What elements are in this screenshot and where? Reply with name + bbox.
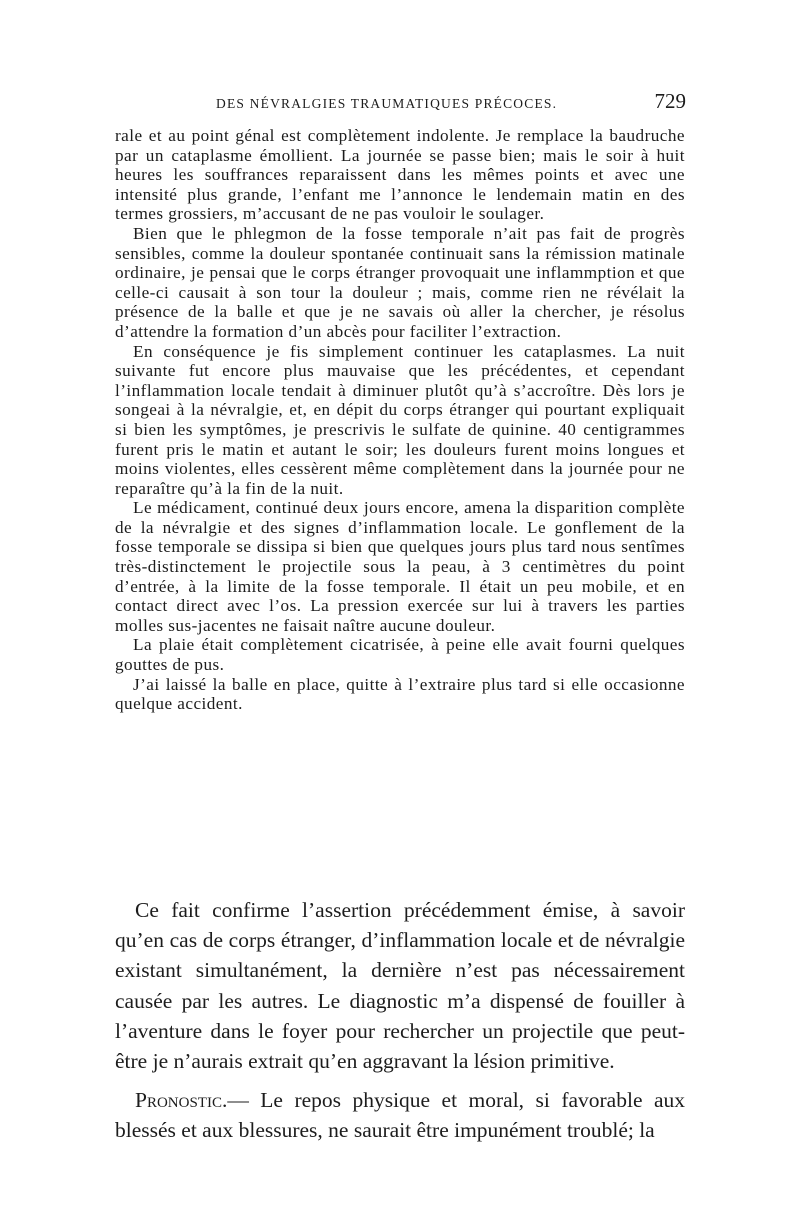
page-header: [100, 90, 690, 120]
conclusion-paragraph: Ce fait confirme l’assertion précédemment émise, à savoir qu’en cas de corps étranger, d’inflammation locale et de névralgie existant simultanément, la dernière n’est pas nécessairement causée par les autres. Le diagnostic m’a dispensé de fouiller à l’aventure dans le foyer pour rechercher un projectile que peut-être je n’aurais extrait qu’en aggravant la lésion primitive.: [115, 898, 685, 1074]
paragraph-continuation: rale et au point génal est complètement indolente. Je remplace la baudruche par un cataplasme émollient. La journée se passe bien; mais le soir à huit heures les souffrances reparaissent dans les mêmes points et avec une intensité plus grande, l’enfant me l’annonce le lendemain matin en des termes grossiers, m’accusant de ne pas vouloir le soulager.: [115, 126, 685, 224]
paragraph: En conséquence je fis simplement continuer les cataplasmes. La nuit suivante fut encore plus mauvaise que les précédentes, et cependant l’inflammation locale tendait à diminuer plutôt qu’à s’accroître. Dès lors je songeai à la névralgie, et, en dépit du corps étranger qui pourtant expliquait si bien les symptômes, je prescrivis le sulfate de quinine. 40 centigrammes furent pris le matin et autant le soir; les douleurs furent moins longues et moins violentes, elles cessèrent même complètement dans la journée pour ne reparaître qu’à la fin de la nuit.: [115, 341, 685, 498]
paragraph: J’ai laissé la balle en place, quitte à l’extraire plus tard si elle occasionne quelque accident.: [115, 674, 685, 714]
large-text-section: [115, 895, 685, 1146]
paragraph: Le médicament, continué deux jours encore, amena la disparition complète de la névralgie et des signes d’inflammation locale. Le gonflement de la fosse temporale se dissipa si bien que quelques jours plus tard nous sentîmes très-distinctement le projectile sous la peau, à 3 centimètres du point d’entrée, à la limite de la fosse temporale. Il était un peu mobile, et en contact direct avec l’os. La pression exercée sur lui à travers les parties molles sus-jacentes ne faisait naître aucune douleur.: [115, 498, 685, 635]
prognosis-heading: Pronostic.: [135, 1088, 228, 1113]
body-text: [115, 126, 685, 714]
paragraph: Bien que le phlegmon de la fosse temporale n’ait pas fait de progrès sensibles, comme la douleur spontanée continuait sans la rémission matinale ordinaire, je pensai que le corps étranger provoquait une inflammption et que celle-ci causait à son tour la douleur ; mais, comme rien ne révélait la présence de la balle et que je ne savais où aller la chercher, je résolus d’attendre la formation d’un abcès pour faciliter l’extraction.: [115, 223, 685, 341]
page-number: 729: [654, 89, 686, 113]
prognosis-paragraph: [115, 1085, 685, 1145]
prognosis-text: — Le repos physique et moral, si favorable aux blessés et aux blessures, ne saurait être impunément troublé; la: [115, 1088, 685, 1143]
paragraph: La plaie était complètement cicatrisée, à peine elle avait fourni quelques gouttes de pus.: [115, 635, 685, 675]
running-title: DES NÉVRALGIES TRAUMATIQUES PRÉCOCES.: [216, 96, 558, 111]
